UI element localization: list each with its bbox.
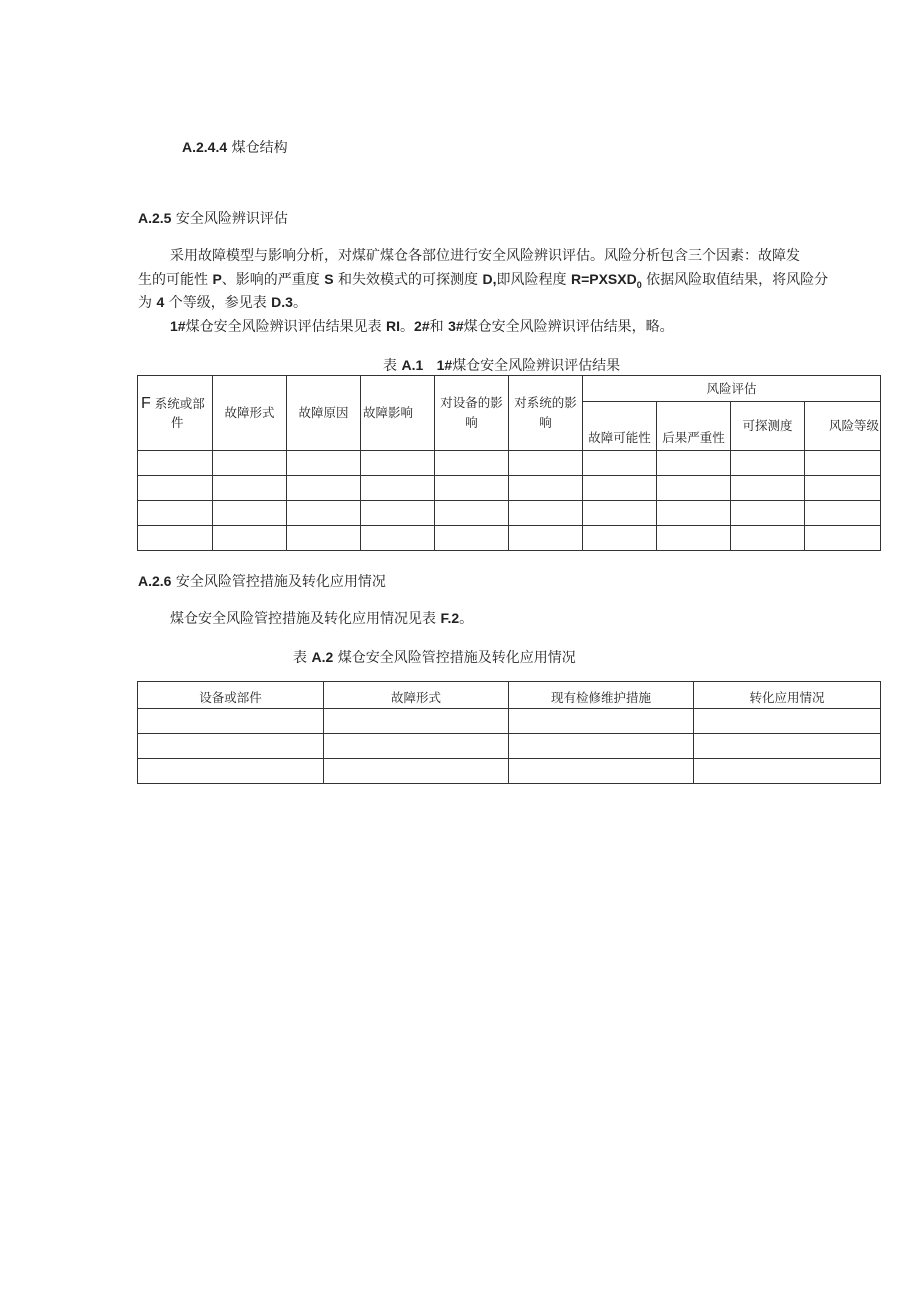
text: D.3 <box>271 294 293 310</box>
header-system-effect <box>509 376 583 451</box>
text: 响 <box>465 415 478 430</box>
header-failure-mode: 故障形式 <box>213 376 287 451</box>
text: 为 <box>138 295 157 311</box>
paragraph-line <box>170 315 674 339</box>
text: 对系统的影 <box>514 395 577 410</box>
header-application: 转化应用情况 <box>694 682 881 709</box>
heading-number: A.2.5 <box>138 210 172 226</box>
header-maintenance: 现有检修维护措施 <box>509 682 694 709</box>
header-failure-effect: 故障影响 <box>361 376 435 451</box>
table-row <box>138 501 881 526</box>
text: 。 <box>459 611 474 627</box>
header-failure-cause: 故障原因 <box>287 376 361 451</box>
text: 件 <box>171 415 184 430</box>
control-measures-table <box>137 681 881 784</box>
text: S <box>324 271 334 287</box>
text: 3# <box>448 318 464 334</box>
text: 煤仓安全风险管控措施及转化应用情况 <box>333 650 576 666</box>
text: 煤仓安全风险辨识评估结果 <box>452 358 621 374</box>
table-row <box>138 476 881 501</box>
text: 、影响的严重度 <box>221 272 325 288</box>
text: 煤仓安全风险辨识评估结果见表 <box>185 319 387 335</box>
text: 表 <box>383 358 402 374</box>
header-risk-assessment: 风险评估 <box>583 376 881 402</box>
heading-a244 <box>182 137 288 157</box>
text: 采用故障模型与影响分析，对煤矿煤仓各部位进行安全风险辨识评估。风险分析包含三个因素：故障发 <box>170 248 800 264</box>
header-equipment-effect <box>435 376 509 451</box>
text: 和失效模式的可探测度 <box>333 272 483 288</box>
text: R=PXSXD <box>570 271 637 287</box>
text: 即风险程度 <box>496 272 571 288</box>
text: 表 <box>293 650 312 666</box>
table-row <box>138 709 881 734</box>
text: 4 <box>156 294 165 310</box>
text: F.2 <box>440 610 460 626</box>
paragraph-line <box>138 291 307 315</box>
heading-a25 <box>138 208 288 228</box>
header-severity: 后果严重性 <box>657 402 731 451</box>
header-system <box>138 376 213 451</box>
table-row <box>138 759 881 784</box>
text: 依据风险取值结果，将风险分 <box>641 272 829 288</box>
text: RI <box>386 318 401 334</box>
paragraph-line <box>170 245 800 268</box>
text: 1# <box>170 318 186 334</box>
text: A.2 <box>311 649 334 665</box>
text: 生的可能性 <box>138 272 213 288</box>
text: F <box>141 395 151 412</box>
text: A.1 <box>401 357 424 373</box>
risk-assessment-table <box>137 375 881 551</box>
heading-number: A.2.4.4 <box>182 139 228 155</box>
header-risk-level: 风险等级 <box>805 402 881 451</box>
text: 2# <box>414 318 430 334</box>
heading-title: 安全风险管控措施及转化应用情况 <box>175 574 386 590</box>
table-row <box>138 451 881 476</box>
text: 和 <box>429 319 449 335</box>
text: 系统或部 <box>150 396 205 411</box>
paragraph-line <box>170 607 473 631</box>
header-failure-mode: 故障形式 <box>324 682 509 709</box>
heading-title: 安全风险辨识评估 <box>175 211 288 227</box>
header-possibility: 故障可能性 <box>583 402 657 451</box>
text: 对设备的影 <box>440 395 503 410</box>
header-detectability: 可探测度 <box>731 402 805 451</box>
heading-title: 煤仓结构 <box>231 140 288 156</box>
text: 。 <box>292 295 307 311</box>
text: 煤仓安全风险辨识评估结果，略。 <box>463 319 674 335</box>
heading-a26 <box>138 571 386 591</box>
text: P <box>212 271 222 287</box>
table-row <box>138 526 881 551</box>
text: 0 <box>636 279 642 290</box>
table2-caption <box>293 647 576 667</box>
text: D, <box>482 271 497 287</box>
table1-caption <box>383 355 620 375</box>
text: 1# <box>436 357 453 373</box>
heading-number: A.2.6 <box>138 573 172 589</box>
text: 。 <box>400 319 415 335</box>
text: 煤仓安全风险管控措施及转化应用情况见表 <box>170 611 441 627</box>
text: 个等级，参见表 <box>164 295 272 311</box>
table-row <box>138 734 881 759</box>
text: 响 <box>539 415 552 430</box>
header-equipment: 设备或部件 <box>138 682 324 709</box>
